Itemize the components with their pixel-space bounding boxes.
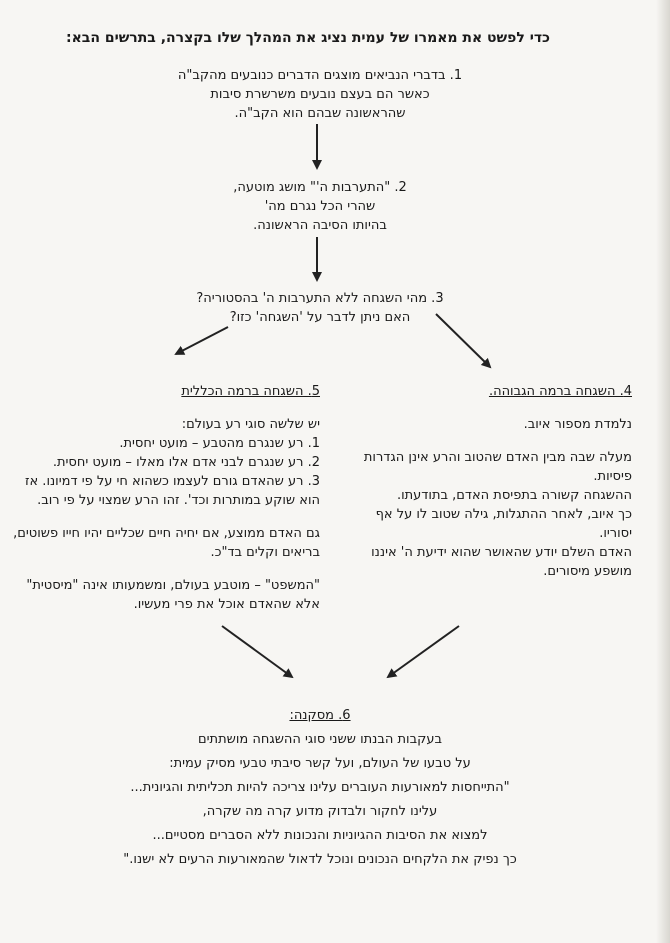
step-4-line: יסוריו. (599, 526, 632, 541)
step-4-line: ההשגחה קשורה בתפיסת האדם, בתודעתו. (396, 488, 632, 503)
step-5-line: "המשפט" – מוטבע בעולם, ומשמעותו אינה "מיסטית" (26, 578, 320, 593)
step-6-line: עלינו לחקור ולבדוק מדוע קרה מה שקרה, (202, 804, 438, 819)
step-5-line: גם האדם ממוצע, אם יחיה חיים שכליים יהיו חייו פשוטים, (13, 526, 320, 541)
step-6-box (90, 704, 550, 872)
step-2-line: בהיותו הסיבה הראשונה. (253, 218, 387, 233)
step-5-line: 1. רע שנגרם מהטבע – מועט יחסית. (119, 436, 320, 451)
step-3-line: 3. מהי השגחה ללא התערבות ה' בהסטוריה? (196, 291, 444, 306)
arrow-3-to-5 (176, 327, 228, 354)
step-1-line: 1. בדברי הנביאים מוצגים הדברים כנובעים מהקב"ה (177, 68, 463, 83)
step-6-line: על טבעו של העולם, ועל קשר סיבתי טבעי מסיק עמית: (169, 756, 471, 771)
step-5-line: יש שלשה סוגי רע בעולם: (181, 417, 320, 432)
step-1-line: כאשר הם בעצם נובעים משרשרת סיבות (210, 87, 430, 102)
step-4-heading: 4. השגחה ברמה הגבוהה. (488, 384, 632, 399)
step-3-box (170, 289, 470, 327)
step-5-line: 2. רע שנגרם לבני אדם אלו מאלו – מועט יחסית. (52, 455, 320, 470)
step-1-box (150, 66, 490, 123)
step-5-line: 3. רע שהאדם גורם לעצמו כשהוא חי על פי דמיונו. אז (24, 474, 320, 489)
step-4-box (352, 382, 632, 581)
step-6-line: כך נפיק את הלקחים הנכונים ונוכל לדאול שהמאורעות הרעים לא ישנו." (123, 852, 517, 867)
step-4-line: מעלה שבה מבין האדם שהטוב והרע אינן הגדרות (363, 450, 632, 465)
step-6-heading: 6. מסקנה: (289, 708, 351, 723)
step-4-line: נלמדת מספור איוב. (523, 417, 632, 432)
step-2-line: 2. "התערבות ה'" מושג מוטעה, (233, 180, 407, 195)
step-2-line: שהרי הכל נגרם מה' (264, 199, 376, 214)
step-4-line: כך איוב, לאחר ההתגלות, גילה שטוב לו על אף (375, 507, 632, 522)
step-5-line: בריאים וקלים בד"כ. (210, 545, 320, 560)
step-4-line: מושפע מיסורים. (543, 564, 632, 579)
step-1-line: שהראשונה שבהם הוא הקב"ה. (234, 106, 406, 121)
step-5-line: אלא שהאדם אוכל את פרי מעשיו. (133, 597, 320, 612)
step-2-box (200, 178, 440, 235)
page-title: כדי לפשט את מאמרו של עמית נציג את המהלך שלו בקצרה, בתרשים הבא: (66, 30, 550, 46)
step-6-line: בעקבות הבנתו ששני סוגי ההשגחה מושתתים (198, 732, 442, 747)
step-6-line: למצוא את הסיבות ההגיוניות והנכונות ללא הסברים מסטיים... (152, 828, 488, 843)
step-5-heading: 5. השגחה ברמה הכללית (181, 384, 320, 399)
step-4-line: פיסיות. (593, 469, 632, 484)
step-5-box (13, 382, 320, 614)
step-5-line: הוא שוקע במותרות וכד'. זהו הרע שמצוי על פי רוב. (37, 493, 320, 508)
page-edge-shadow (656, 0, 670, 943)
arrow-4-to-6 (388, 626, 459, 677)
arrow-5-to-6 (222, 626, 292, 677)
step-3-line: האם ניתן לדבר על 'השגחה' כזו? (229, 310, 411, 325)
step-4-line: האדם השלם יודע שהאושר שהוא ידיעת ה' איננו (371, 545, 632, 560)
step-6-line: "התייחסות למאורעות העוברים עלינו צריכה להיות תכליתית והגיונית... (130, 780, 510, 795)
